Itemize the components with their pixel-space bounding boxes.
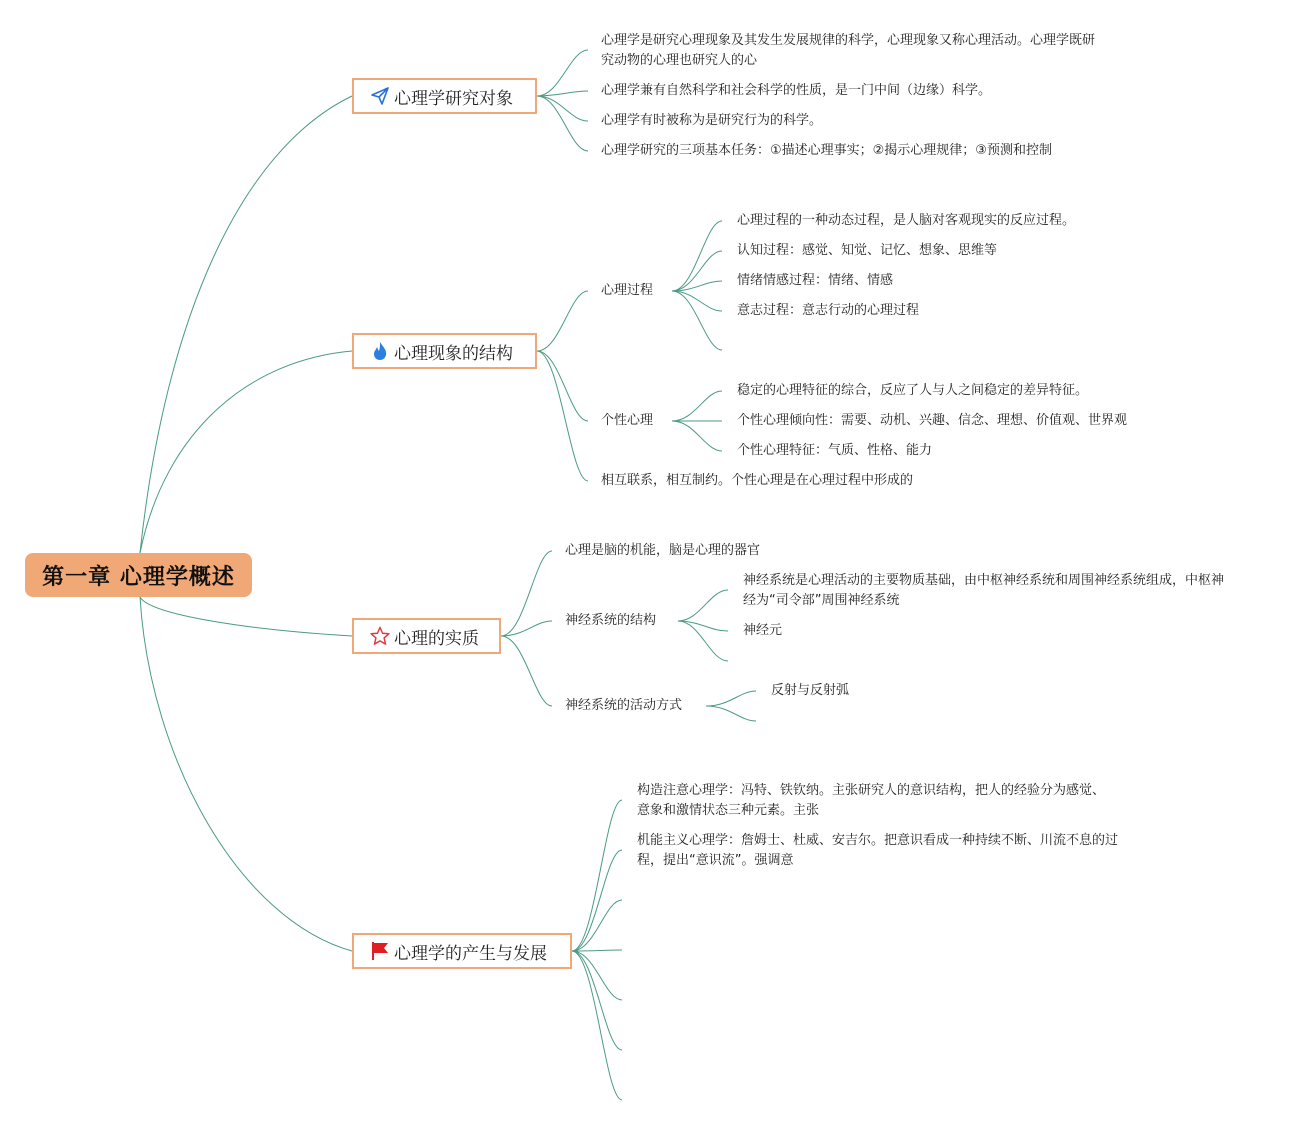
sub-topic[interactable]: 个性心理 [601, 413, 654, 428]
list-item[interactable]: 心理学是研究心理现象及其发生发展规律的科学，心理现象又称心理活动。心理学既研究动物的心理也研究人的心 [601, 33, 1096, 68]
sub-topic[interactable]: 神经系统的活动方式 [565, 698, 683, 713]
list-item[interactable]: 心理过程的一种动态过程，是人脑对客观现实的反应过程。 [737, 213, 1076, 228]
flame-icon [370, 341, 390, 361]
list-item[interactable]: 意志过程：意志行动的心理过程 [737, 303, 920, 318]
list-item[interactable]: 机能主义心理学：詹姆士、杜威、安吉尔。把意识看成一种持续不断、川流不息的过程，提出“意识流”。强调意 [637, 833, 1119, 868]
branch-research-object[interactable] [352, 78, 537, 114]
list-item[interactable]: 认知过程：感觉、知觉、记忆、想象、思维等 [737, 243, 998, 258]
list-item[interactable]: 神经系统是心理活动的主要物质基础，由中枢神经系统和周围神经系统组成，中枢神经为“司令部”周围神经系统 [743, 573, 1225, 608]
list-item[interactable]: 相互联系，相互制约。个性心理是在心理过程中形成的 [601, 473, 914, 488]
list-item[interactable]: 稳定的心理特征的综合，反应了人与人之间稳定的差异特征。 [737, 383, 1089, 398]
paper-plane-icon [370, 86, 390, 106]
list-item[interactable]: 个性心理倾向性：需要、动机、兴趣、信念、理想、价值观、世界观 [737, 413, 1128, 428]
branch-essence[interactable] [352, 618, 501, 654]
list-item[interactable]: 心理学兼有自然科学和社会科学的性质，是一门中间（边缘）科学。 [601, 83, 992, 98]
sub-topic[interactable]: 神经系统的结构 [565, 613, 657, 628]
flag-icon [370, 941, 390, 961]
list-item[interactable]: 心理是脑的机能，脑是心理的器官 [565, 543, 761, 558]
list-item[interactable]: 个性心理特征：气质、性格、能力 [737, 443, 933, 458]
list-item[interactable]: 心理学研究的三项基本任务：①描述心理事实；②揭示心理规律；③预测和控制 [601, 143, 1052, 158]
list-item[interactable]: 反射与反射弧 [771, 683, 850, 698]
branch-label: 心理学研究对象 [394, 88, 513, 109]
branch-label: 心理的实质 [394, 628, 479, 649]
list-item[interactable]: 情绪情感过程：情绪、情感 [737, 273, 894, 288]
branch-label: 心理现象的结构 [394, 343, 513, 364]
list-item[interactable]: 神经元 [743, 623, 783, 638]
list-item[interactable]: 构造注意心理学：冯特、铁钦纳。主张研究人的意识结构，把人的经验分为感觉、意象和激情状态三种元素。主张 [637, 783, 1106, 818]
sub-topic[interactable]: 心理过程 [601, 283, 654, 298]
star-icon [370, 626, 390, 646]
root-topic[interactable]: 第一章 心理学概述 [25, 553, 252, 597]
list-item[interactable]: 心理学有时被称为是研究行为的科学。 [601, 113, 823, 128]
branch-origin-development[interactable] [352, 933, 572, 969]
branch-phenomena-structure[interactable] [352, 333, 537, 369]
branch-label: 心理学的产生与发展 [394, 943, 547, 964]
